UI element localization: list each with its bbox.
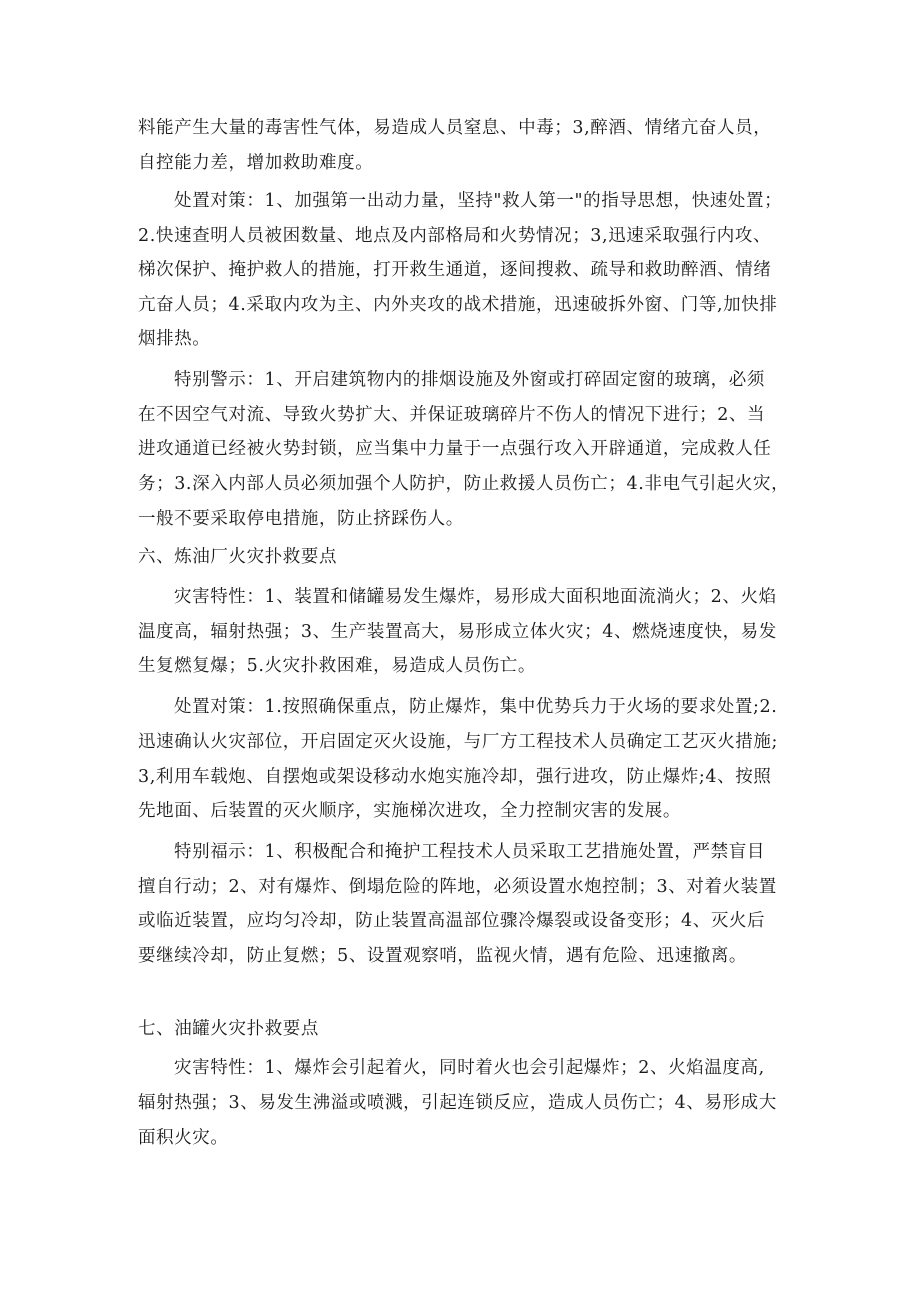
paragraph-line: [174, 834, 765, 870]
paragraph-line: [174, 183, 782, 219]
paragraph-line: 务；3.深入内部人员必须加强个人防护，防止救援人员伤亡；4.非电气引起火灾，: [138, 474, 790, 494]
paragraph-line: 2.快速查明人员被困数量、地点及内部格局和火势情况；3,迅速采取强行内攻、: [138, 226, 772, 246]
section-heading: 六、炼油厂火灾扑救要点: [138, 547, 338, 567]
paragraph-text: 1、加强第一出动力量，坚持"救人第一"的指导思想，快速处置；: [264, 191, 783, 211]
paragraph-line: [174, 579, 777, 615]
paragraph-line: 或临近装置，应均匀冷却，防止装置高温部位骤冷爆裂或设备变形；4、灭火后: [138, 911, 766, 931]
paragraph-line: 亢奋人员；4.采取内攻为主、内外夹攻的战术措施，迅速破拆外窗、门等,加快排: [138, 295, 778, 315]
paragraph-text: 1.按照确保重点，防止爆炸，集中优势兵力于火场的要求处置;2.: [264, 697, 778, 717]
paragraph-line: [174, 362, 765, 398]
paragraph-text: 1、开启建筑物内的排烟设施及外窗或打碎固定窗的玻璃，必须: [264, 370, 765, 390]
paragraph-line: 自控能力差，增加救助难度。: [138, 153, 374, 173]
paragraph-line: 温度高，辐射热强；3、生产装置高大，易形成立体火灾；4、燃烧速度快，易发: [138, 622, 777, 642]
paragraph-line: 面积火灾。: [138, 1128, 229, 1148]
paragraph-line: 烟排热。: [138, 329, 211, 349]
paragraph-text: 1、积极配合和掩护工程技术人员采取工艺措施处置，严禁盲目: [264, 842, 765, 862]
paragraph-line: 3,利用车载炮、自摆炮或架设移动水炮实施冷却，强行进攻，防止爆炸;4、按照: [138, 767, 772, 787]
paragraph-text: 1、爆炸会引起着火，同时着火也会引起爆炸；2、火焰温度高,: [264, 1058, 765, 1078]
section-label: 灾害特性：: [174, 587, 265, 607]
paragraph-line: 擅自行动；2、对有爆炸、倒塌危险的阵地，必须设置水炮控制；3、对着火装置: [138, 877, 777, 897]
paragraph-line: 在不因空气对流、导致火势扩大、并保证玻璃碎片不伤人的情况下进行；2、当: [138, 405, 766, 425]
paragraph-line: [174, 1050, 765, 1086]
section-label: 特别福示：: [174, 842, 265, 862]
paragraph-line: 一般不要采取停电措施，防止挤踩伤人。: [138, 509, 464, 529]
paragraph-line: 生复燃复爆；5.火灾扑救困难，易造成人员伤亡。: [138, 656, 536, 676]
section-label: 灾害特性：: [174, 1058, 265, 1078]
section-label: 特别警示：: [174, 370, 265, 390]
paragraph-line: [174, 689, 777, 725]
paragraph-line: 梯次保护、掩护救人的措施，打开救生通道，逐间搜救、疏导和救助醉酒、情绪: [138, 260, 772, 280]
paragraph-line: 进攻通道已经被火势封锁，应当集中力量于一点强行攻入开辟通道，完成救人任: [138, 439, 772, 459]
section-label: 处置对策：: [174, 697, 265, 717]
section-heading: 七、油罐火灾扑救要点: [138, 1019, 319, 1039]
paragraph-line: 料能产生大量的毒害性气体，易造成人员窒息、中毒；3,醉酒、情绪亢奋人员，: [138, 118, 772, 138]
section-label: 处置对策：: [174, 191, 265, 211]
paragraph-line: 辐射热强；3、易发生沸溢或喷溅，引起连锁反应，造成人员伤亡；4、易形成大: [138, 1093, 777, 1113]
paragraph-line: 要继续冷却，防止复燃；5、设置观察哨，监视火情，遇有危险、迅速撤离。: [138, 946, 748, 966]
paragraph-line: 迅速确认火灾部位，开启固定灭火设施，与厂方工程技术人员确定工艺灭火措施;: [138, 732, 778, 752]
paragraph-line: 先地面、后装置的灭火顺序，实施梯次进攻，全力控制灾害的发展。: [138, 801, 681, 821]
paragraph-text: 1、装置和储罐易发生爆炸，易形成大面积地面流淌火；2、火焰: [264, 587, 777, 607]
